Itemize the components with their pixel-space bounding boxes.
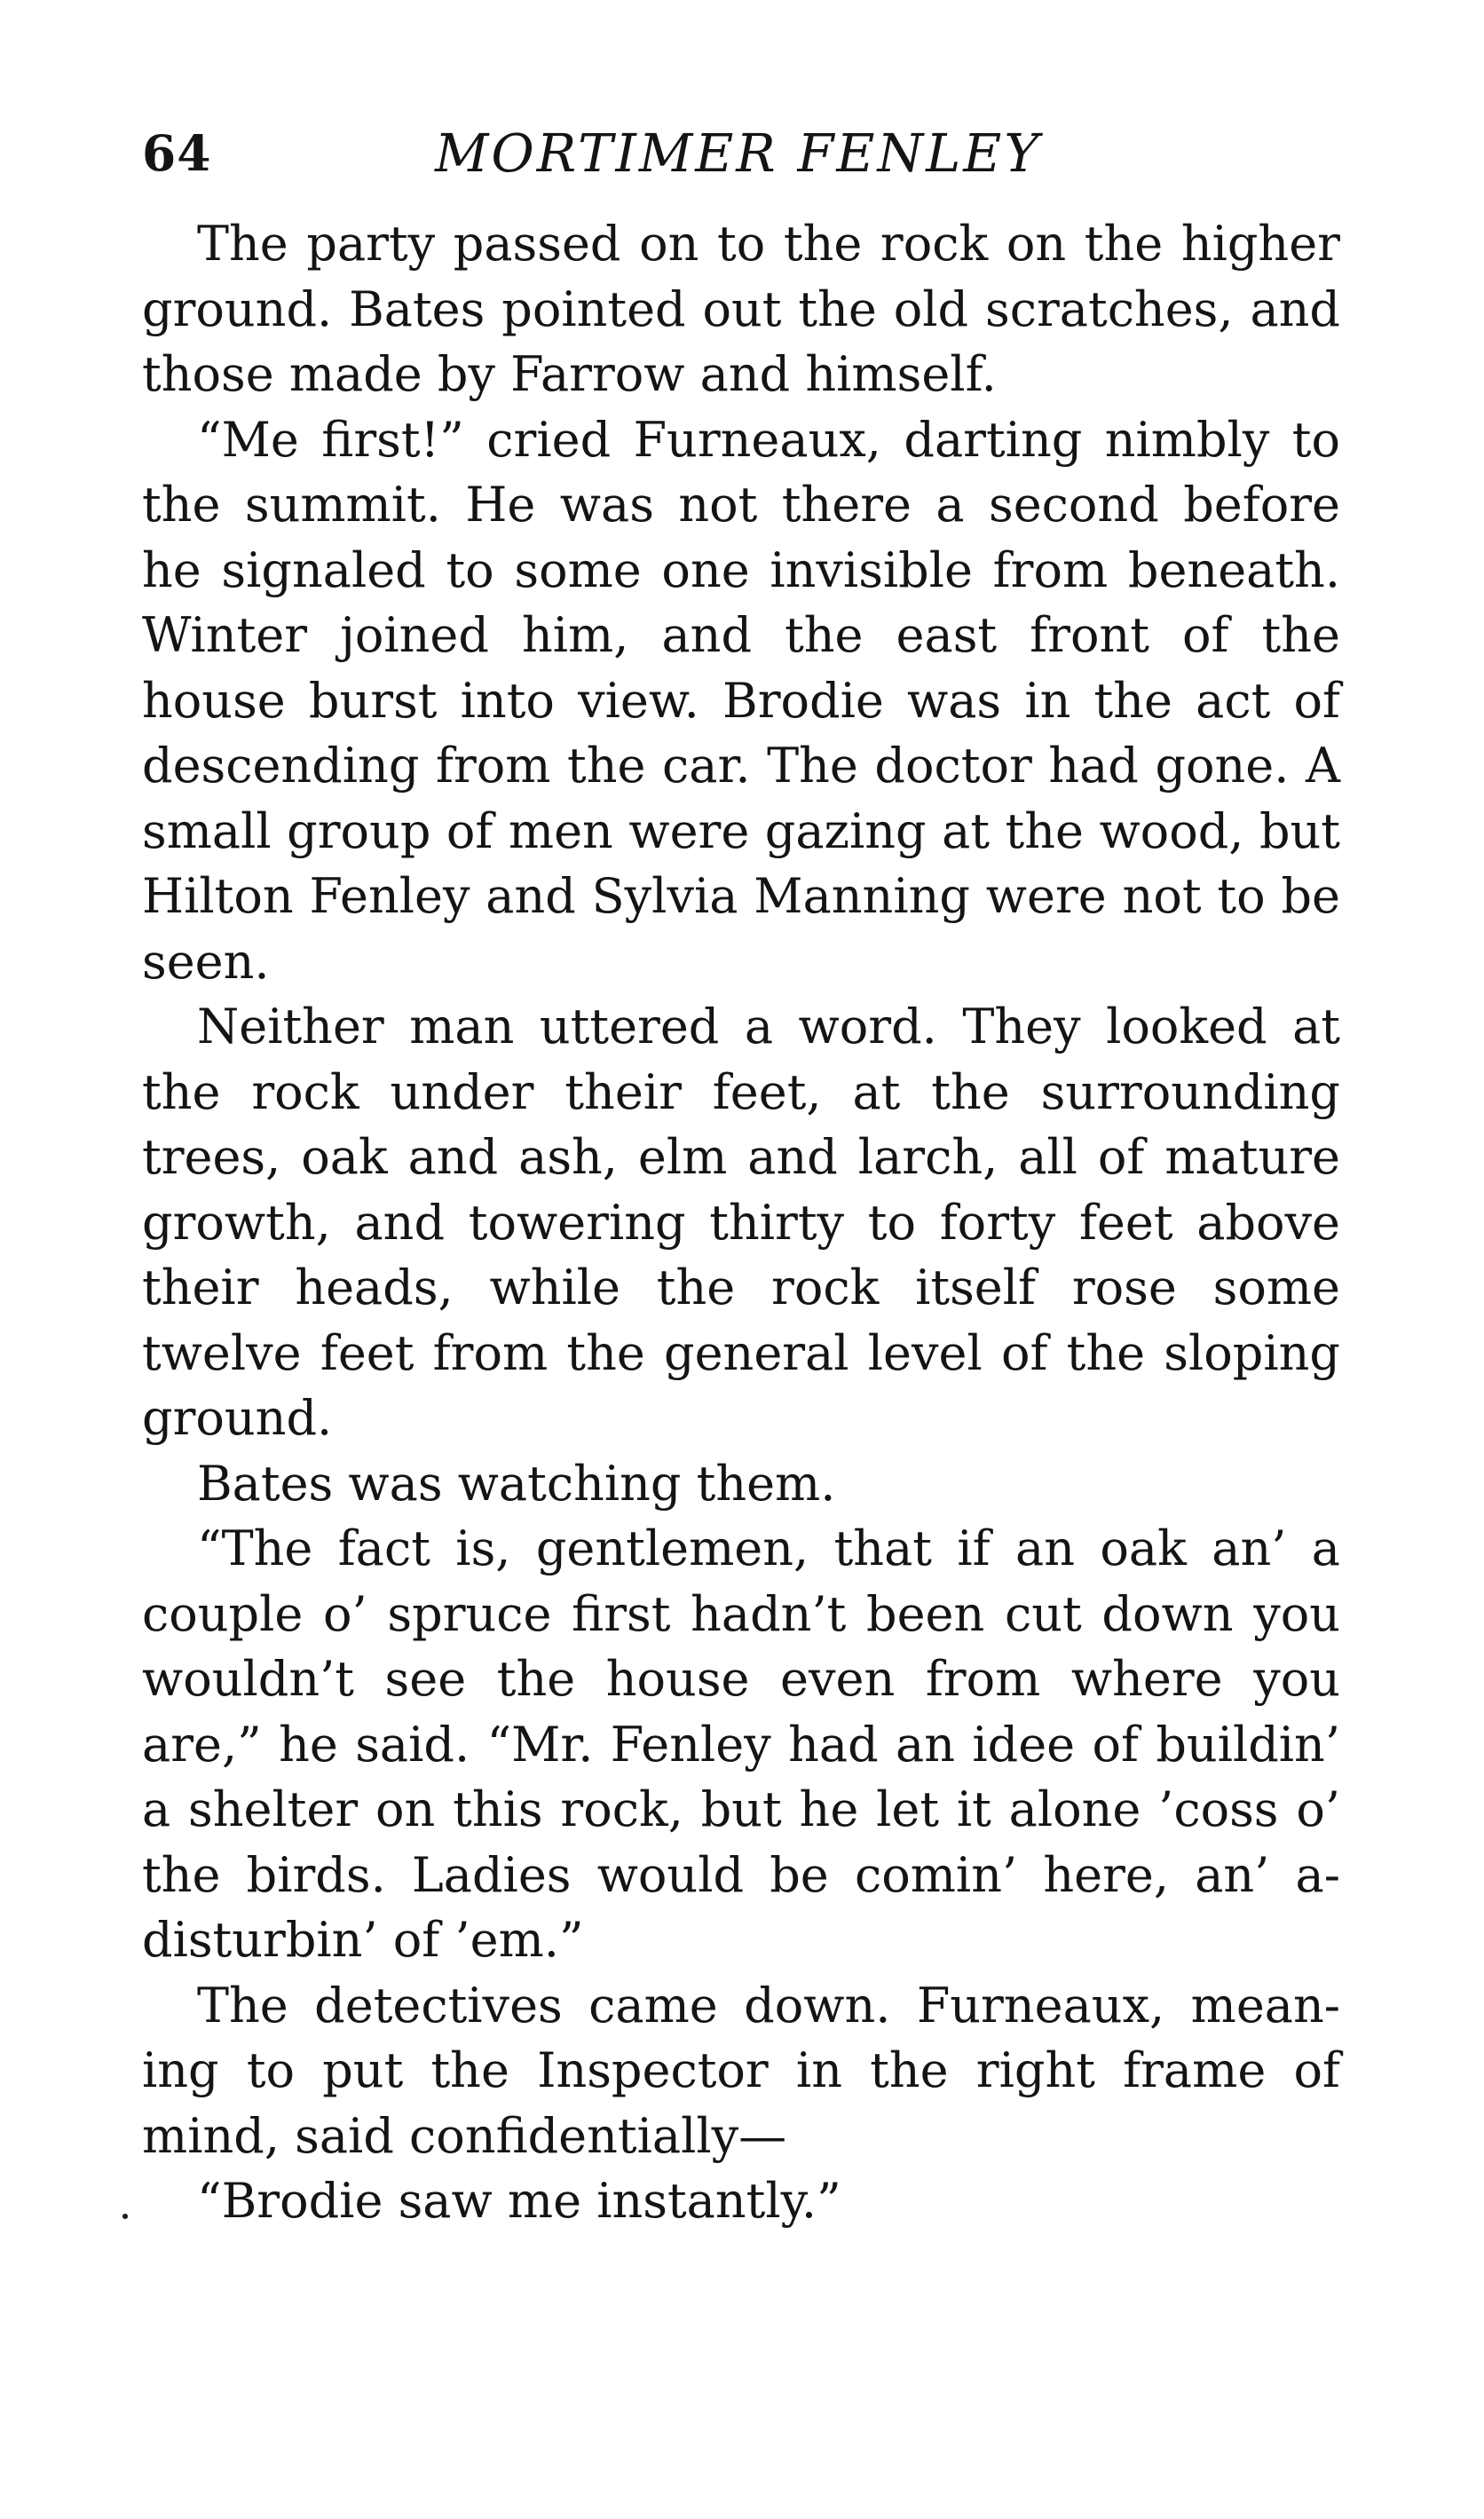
paragraph: Neither man uttered a word. They looked at the rock under their feet, at the surrounding trees, oak and ash, elm and larch, all of mature growth, and towering thirty to forty feet above their heads, while the rock itself rose some twelve feet from the general level of the sloping ground.	[142, 999, 1340, 1446]
paragraph: “The fact is, gentlemen, that if an oak an’ a couple o’ spruce first hadn’t been cut down you wouldn’t see the house even from where you are,” he said. “Mr. Fenley had an idee of buildin’ a shelter on this rock, but he let it alone ’coss o’ the birds. Ladies would be comin’ here, an’ a-disturbin’ of ’em.”	[142, 1520, 1340, 1968]
book-page	[142, 105, 1340, 2234]
paragraph: “Brodie saw me instantly.”	[197, 2173, 841, 2229]
paragraph: The party passed on to the rock on the higher ground. Bates pointed out the old scratches, and those made by Farrow and himself.	[142, 216, 1340, 402]
paragraph: The detectives came down. Furneaux, meaning to put the Inspector in the right frame of mind, said confidentially—	[142, 1977, 1340, 2164]
running-title: MORTIMER FENLEY	[435, 122, 1042, 184]
paragraph: “Me first!” cried Furneaux, darting nimbly to the summit. He was not there a second before he signaled to some one invisible from beneath. Winter joined him, and the east front of the house burst into view. Brodie was in the act of descending from the car. The doctor had gone. A small group of men were gazing at the wood, but Hilton Fenley and Sylvia Manning were not to be seen.	[142, 411, 1340, 990]
page-number: 64	[142, 124, 212, 182]
print-speck	[122, 2214, 128, 2219]
page-header	[142, 105, 1340, 204]
paragraph: Bates was watching them.	[197, 1455, 836, 1512]
body-text	[142, 211, 1340, 2234]
